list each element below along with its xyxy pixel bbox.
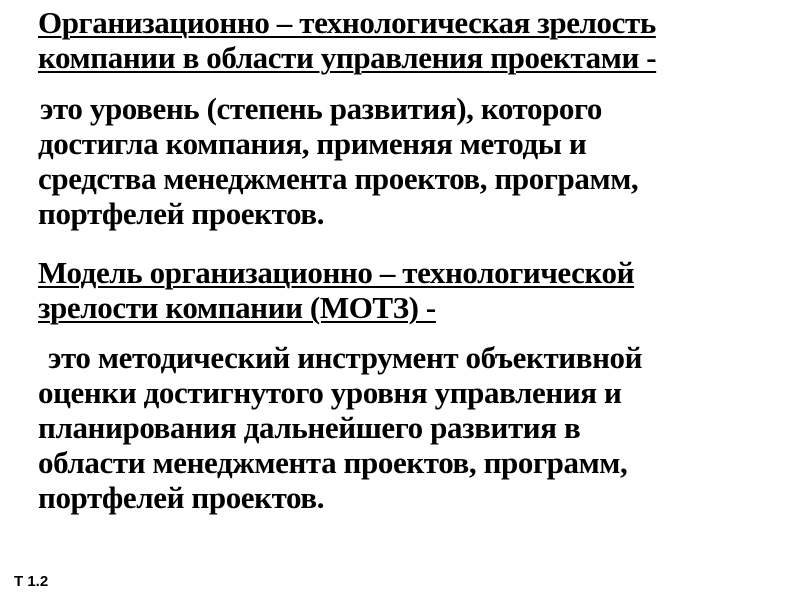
definition-line: оценки достигнутого уровня управления и	[38, 375, 622, 410]
heading-line: Организационно – технологическая зрелость	[38, 5, 656, 40]
definition-line: портфелей проектов.	[38, 196, 325, 231]
heading-line: зрелости компании (МОТЗ) -	[38, 290, 436, 325]
definition-line: планирования дальнейшего развития в	[38, 410, 581, 445]
heading-line: Модель организационно – технологической	[38, 255, 635, 290]
definition-line: это уровень (степень развития), которого	[40, 91, 603, 126]
slide-code: Т 1.2	[14, 573, 49, 590]
definition-line: это методический инструмент объективной	[48, 340, 643, 375]
definition-line: портфелей проектов.	[38, 480, 325, 515]
definition-line: достигла компания, применяя методы и	[38, 126, 587, 161]
term-model-heading	[38, 255, 778, 325]
term-maturity-heading	[38, 5, 778, 75]
definition-model	[38, 340, 778, 515]
definition-maturity	[38, 91, 778, 231]
heading-line: компании в области управления проектами -	[38, 40, 657, 75]
definition-line: области менеджмента проектов, программ,	[38, 445, 628, 480]
definition-line: средства менеджмента проектов, программ,	[38, 161, 639, 196]
